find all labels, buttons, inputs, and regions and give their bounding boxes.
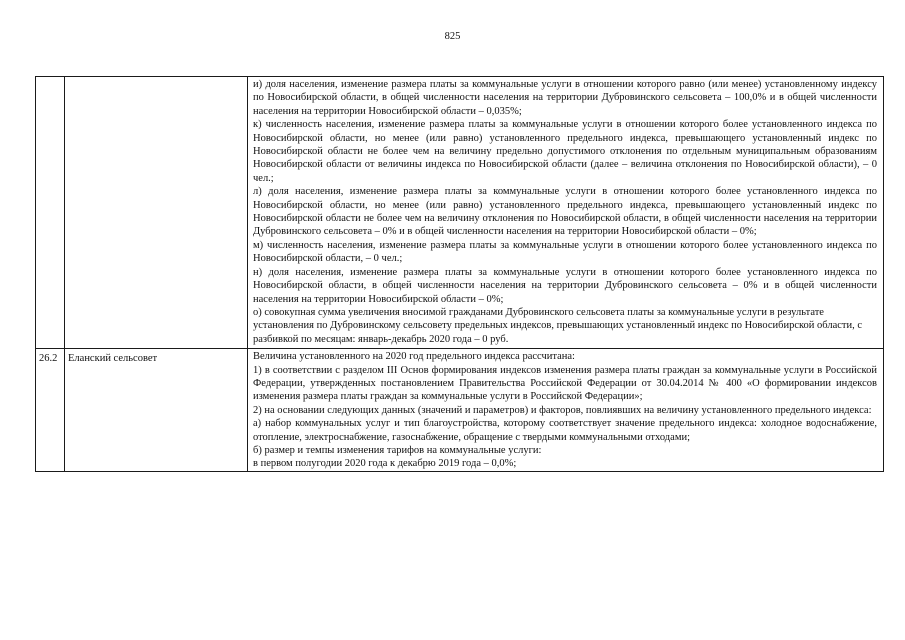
paragraph-1: 1) в соответствии с разделом III Основ формирования индексов изменения размера платы граждан за коммунальные услуги в Российской Федерации, утвержденных постановлением Правительства Российской Федерации от 30.04.2014 № 400 «О формировании индексов изменения размера платы граждан за коммунальные услуги в Российской Федерации»;	[253, 364, 877, 403]
row-number-cell	[36, 77, 65, 349]
paragraph-i: и) доля населения, изменение размера платы за коммунальные услуги в отношении которого равно (или менее) установленному индексу по Новосибирской области, в общей численности населения на территории Дубровинского сельсовета – 100,0% и в общей численности населения на территории Новосибирской области – 0,035%;	[253, 79, 877, 117]
description-cell	[248, 349, 884, 472]
document-table	[35, 76, 884, 472]
paragraph-intro: Величина установленного на 2020 год предельного индекса рассчитана:	[253, 351, 575, 363]
table-row	[36, 349, 884, 472]
paragraph-n: н) доля населения, изменение размера платы за коммунальные услуги в отношении которого более установленного индекса по Новосибирской области, в общей численности населения на территории Дубровинского сельсовета – 0% и в общей численности населения на территории Новосибирской области – 0%;	[253, 266, 877, 305]
row-number-cell: 26.2	[36, 349, 65, 472]
municipality-name-cell	[65, 77, 248, 349]
paragraph-a: а) набор коммунальных услуг и тип благоустройства, которому соответствует значение предельного индекса: холодное водоснабжение, отопление, электроснабжение, газоснабжение, обращение с твердыми коммунальными отходами;	[253, 418, 877, 443]
paragraph-o: о) совокупная сумма увеличения вносимой гражданами Дубровинского сельсовета платы за коммунальные услуги в результате установления по Дубровинскому сельсовету предельных индексов, превышающих установленный индекс по Новосибирской области, с разбивкой по месяцам: январь-декабрь 2020 года – 0 руб.	[253, 306, 863, 345]
paragraph-2: 2) на основании следующих данных (значений и параметров) и факторов, повлиявших на величину установленного предельного индекса:	[253, 404, 872, 416]
paragraph-k: к) численность населения, изменение размера платы за коммунальные услуги в отношении которого более установленного индекса по Новосибирской области, но менее (или равно) установленного предельного индекса, превышающего установленный индекс по Новосибирской области не более чем на величину предельно допустимого отклонения по отдельным муниципальным образованиям Новосибирской области от величины индекса по Новосибирской области (далее – величина отклонения по Новосибирской области), – 0 чел.;	[253, 119, 877, 184]
paragraph-m: м) численность населения, изменение размера платы за коммунальные услуги в отношении которого более установленного индекса по Новосибирской области, – 0 чел.;	[253, 239, 877, 265]
table-row	[36, 77, 884, 349]
paragraph-b: б) размер и темпы изменения тарифов на коммунальные услуги:	[253, 444, 542, 456]
municipality-name-cell: Еланский сельсовет	[65, 349, 248, 472]
paragraph-l: л) доля населения, изменение размера платы за коммунальные услуги в отношении которого более установленного индекса по Новосибирской области, но менее (или равно) установленного предельного индекса, превышающего установленный индекс по Новосибирской области не более чем на величину отклонения по Новосибирской области, в общей численности населения на территории Дубровинского сельсовета – 0% и в общей численности населения на территории Новосибирской области – 0%;	[253, 186, 877, 238]
paragraph-b-first-half: в первом полугодии 2020 года к декабрю 2019 года – 0,0%;	[253, 458, 517, 470]
page-number: 825	[444, 31, 461, 42]
description-cell	[248, 77, 884, 349]
